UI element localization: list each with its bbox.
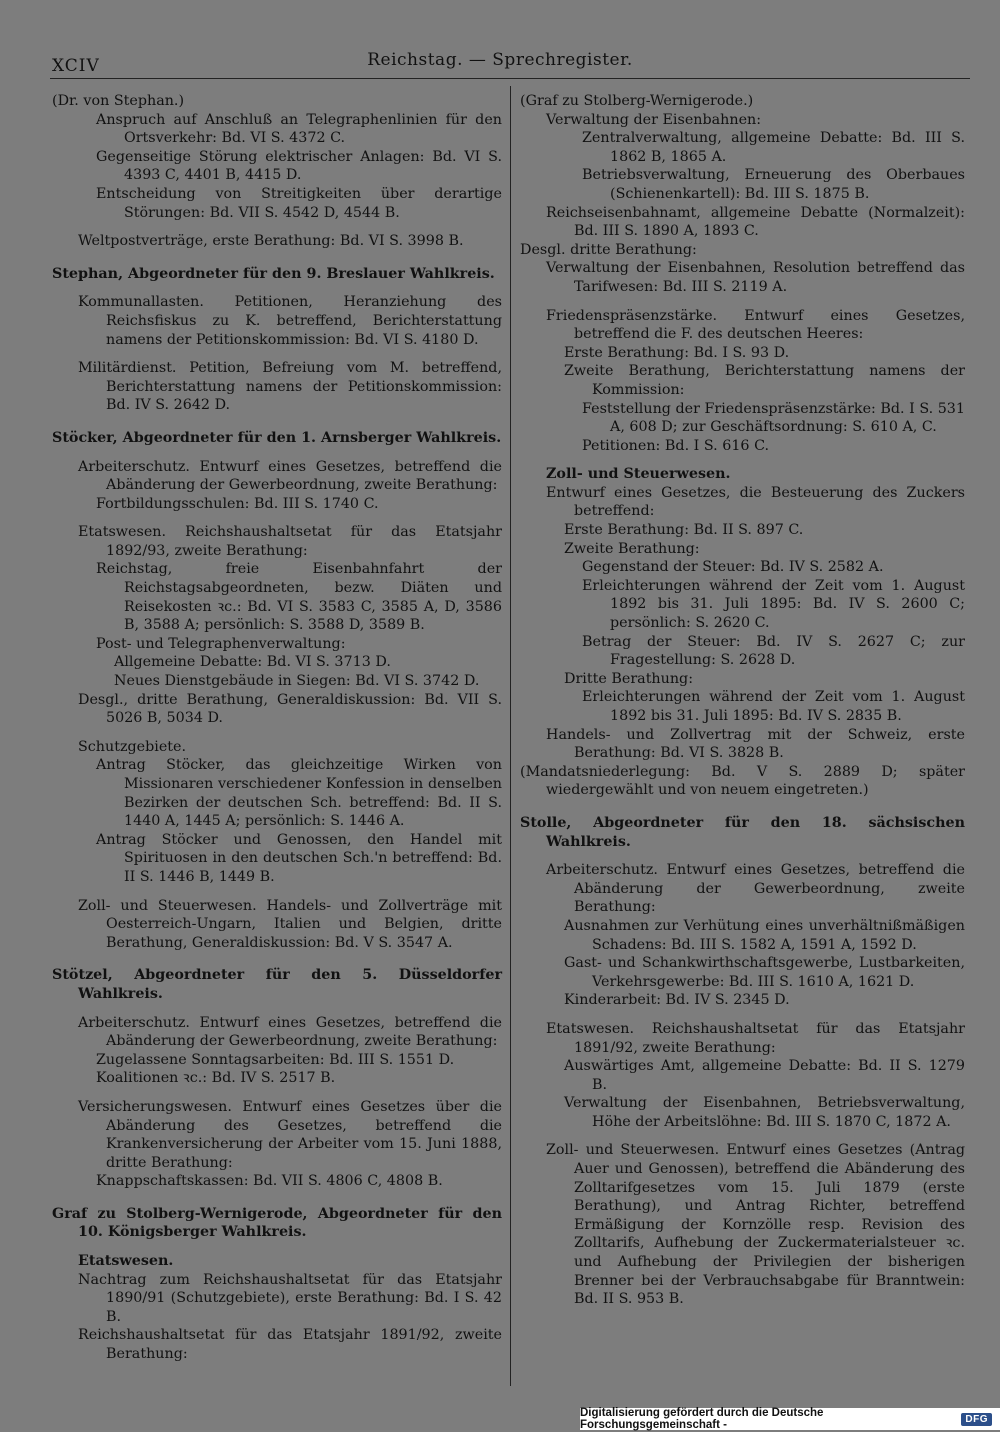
entry-topic: Arbeiterschutz. Entwurf eines Gesetzes, betreffend die Abänderung der Gewerbeordnung, zweite Berathung: [78,458,502,494]
entry-line: Erste Berathung: Bd. I S. 93 D. [564,344,790,361]
entry-line: Verwaltung der Eisenbahnen: [546,111,762,128]
right-column [520,92,965,1309]
column-divider [510,86,511,1386]
running-title: Reichstag. — Sprechregister. [367,50,633,70]
entry-line: Zugelassene Sonntagsarbeiten: Bd. III S. 1551 D. [96,1051,455,1068]
page-number: XCIV [52,56,100,76]
entry-line: Reichstag, freie Eisenbahnfahrt der Reichstagsabgeordneten, bezw. Diäten und Reisekosten ꝛc.: Bd. VI S. 3583 C, 3585 A, D, 3586 B, 3588 A; persönlich: S. 3588 D, 3589 B. [96,561,502,634]
speaker-heading: Stephan, Abgeordneter für den 9. Breslauer Wahlkreis. [52,265,495,282]
entry-line: Zweite Berathung: [564,540,700,557]
speaker-heading: Graf zu Stolberg-Wernigerode, Abgeordneter für den 10. Königsberger Wahlkreis. [52,1205,502,1241]
entry-line: Ausnahmen zur Verhütung eines unverhältnißmäßigen Schadens: Bd. III S. 1582 A, 1591 A, 1592 D. [564,917,965,953]
entry-line: Zentralverwaltung, allgemeine Debatte: Bd. III S. 1862 B, 1865 A. [582,130,965,165]
entry-line: Post- und Telegraphenverwaltung: [96,635,346,652]
dfg-logo-icon: DFG [961,1413,992,1426]
entry-topic: Kommunallasten. Petitionen, Heranziehung des Reichsfiskus zu K. betreffend, Berichterstattung namens der Petitionskommission: Bd. VI S. 4180 D. [78,294,502,348]
entry-line: Reichshaushaltsetat für das Etatsjahr 1891/92, zweite Berathung: [78,1327,502,1363]
entry-line: Knappschaftskassen: Bd. VII S. 4806 C, 4808 B. [96,1173,443,1190]
entry-line: Dritte Berathung: [564,670,694,687]
entry-topic: Arbeiterschutz. Entwurf eines Gesetzes, betreffend die Abänderung der Gewerbeordnung, zweite Berathung: [78,1014,502,1050]
entry-topic: Arbeiterschutz. Entwurf eines Gesetzes, betreffend die Abänderung der Gewerbeordnung, zweite Berathung: [546,862,965,916]
entry-line: Gegenstand der Steuer: Bd. IV S. 2582 A. [582,559,884,576]
digitization-footer [580,1408,1000,1430]
header-rule [50,78,970,79]
entry-line: Fortbildungsschulen: Bd. III S. 1740 C. [96,495,379,512]
entry-line: Nachtrag zum Reichshaushaltsetat für das Etatsjahr 1890/91 (Schutzgebiete), erste Berathung: Bd. I S. 42 B. [78,1271,502,1325]
speaker-heading: Stötzel, Abgeordneter für den 5. Düsseldorfer Wahlkreis. [52,967,502,1002]
entry-line: Neues Dienstgebäude in Siegen: Bd. VI S. 3742 D. [114,673,480,690]
entry-line: Reichseisenbahnamt, allgemeine Debatte (Normalzeit): Bd. III S. 1890 A, 1893 C. [546,204,965,240]
entry-line: Betrag der Steuer: Bd. IV S. 2627 C; zur Fragestellung: S. 2628 D. [582,633,965,669]
entry-line: Petitionen: Bd. I S. 616 C. [582,437,770,454]
entry-line: Desgl. dritte Berathung: [520,241,697,258]
entry-line: Erleichterungen während der Zeit vom 1. August 1892 bis 31. Juli 1895: Bd. IV S. 2835 B. [582,689,965,724]
entry-line: Handels- und Zollvertrag mit der Schweiz, erste Berathung: Bd. VI S. 3828 B. [546,726,965,762]
entry-topic: Etatswesen. Reichshaushaltsetat für das Etatsjahr 1892/93, zweite Berathung: [78,524,502,559]
speaker-heading: Stolle, Abgeordneter für den 18. sächsischen Wahlkreis. [520,814,965,850]
speaker-heading: Stöcker, Abgeordneter für den 1. Arnsberger Wahlkreis. [52,429,502,446]
entry-line: Anspruch auf Anschluß an Telegraphenlinien für den Ortsverkehr: Bd. VI S. 4372 C. [96,111,502,147]
entry-line: Gegenseitige Störung elektrischer Anlagen: Bd. VI S. 4393 C, 4401 B, 4415 D. [96,148,502,184]
entry-line: Antrag Stöcker und Genossen, den Handel mit Spirituosen in den deutschen Sch.'n betreffend: Bd. II S. 1446 B, 1449 B. [96,831,502,885]
entry-topic: Etatswesen. [78,1253,174,1270]
entry-line: Antrag Stöcker, das gleichzeitige Wirken von Missionaren verschiedener Konfession in denselben Bezirken der deutschen Sch. betreffend: Bd. II S. 1440 A, 1445 A; persönlich: S. 1446 A. [96,757,502,830]
entry-topic: Etatswesen. Reichshaushaltsetat für das Etatsjahr 1891/92, zweite Berathung: [546,1020,965,1056]
entry-line: Verwaltung der Eisenbahnen, Resolution betreffend das Tarifwesen: Bd. III S. 2119 A. [546,260,965,295]
entry-topic: Zoll- und Steuerwesen. Entwurf eines Gesetzes (Antrag Auer und Genossen), betreffend die Abänderung des Zolltarifgesetzes vom 15. Juli 1879 (erste Berathung), und Antrag Richter, betreffend Ermäßigung der Kornzölle resp. Revision des Zolltarifs, Aufhebung der Zuckermaterialsteuer ꝛc. und Aufhebung der Privilegien der bisherigen Brenner bei der Verbrauchsabgabe für Branntwein: Bd. II S. 953 B. [546,1142,965,1308]
entry-line: Betriebsverwaltung, Erneuerung des Oberbaues (Schienenkartell): Bd. III S. 1875 B. [582,167,965,202]
entry-line: Entwurf eines Gesetzes, die Besteuerung des Zuckers betreffend: [546,484,965,520]
entry-line: Entscheidung von Streitigkeiten über derartige Störungen: Bd. VII S. 4542 D, 4544 B. [96,185,502,221]
entry-continuation: (Dr. von Stephan.) [52,93,185,109]
entry-line: Auswärtiges Amt, allgemeine Debatte: Bd. II S. 1279 B. [564,1058,965,1093]
entry-continuation: (Graf zu Stolberg-Wernigerode.) [520,93,754,109]
left-column [52,92,502,1364]
entry-line: Erste Berathung: Bd. II S. 897 C. [564,522,804,539]
entry-topic: Zoll- und Steuerwesen. [546,466,731,483]
entry-topic: Friedenspräsenzstärke. Entwurf eines Gesetzes, betreffend die F. des deutschen Heeres: [546,307,965,343]
entry-line: Zweite Berathung, Berichterstattung namens der Kommission: [564,363,965,398]
entry-line: Desgl., dritte Berathung, Generaldiskussion: Bd. VII S. 5026 B, 5034 D. [78,691,502,727]
entry-line: Erleichterungen während der Zeit vom 1. August 1892 bis 31. Juli 1895: Bd. IV S. 2600 C; persönlich: S. 2620 C. [582,577,965,632]
entry-note: (Mandatsniederlegung: Bd. V S. 2889 D; später wiedergewählt und von neuem eingetreten.) [520,763,965,799]
entry-line: Koalitionen ꝛc.: Bd. IV S. 2517 B. [96,1070,336,1087]
entry-line: Allgemeine Debatte: Bd. VI S. 3713 D. [114,654,391,671]
entry-line: Gast- und Schankwirthschaftsgewerbe, Lustbarkeiten, Verkehrsgewerbe: Bd. III S. 1610 A, 1621 D. [564,955,965,990]
entry-line: Verwaltung der Eisenbahnen, Betriebsverwaltung, Höhe der Arbeitslöhne: Bd. III S. 1870 C, 1872 A. [564,1095,965,1130]
entry-topic: Schutzgebiete. [78,738,187,755]
footer-text: Digitalisierung gefördert durch die Deutsche Forschungsgemeinschaft - [580,1407,824,1431]
entry-topic: Zoll- und Steuerwesen. Handels- und Zollverträge mit Oesterreich-Ungarn, Italien und Belgien, dritte Berathung, Generaldiskussion: Bd. V S. 3547 A. [78,897,502,951]
entry-topic: Militärdienst. Petition, Befreiung vom M. betreffend, Berichterstattung namens der Petitionskommission: Bd. IV S. 2642 D. [78,360,502,414]
entry-line: Feststellung der Friedenspräsenzstärke: Bd. I S. 531 A, 608 D; zur Geschäftsordnung: S. 610 A, C. [582,400,965,436]
entry-topic: Versicherungswesen. Entwurf eines Gesetzes über die Abänderung des Gesetzes, betreffend die Krankenversicherung der Arbeiter vom 15. Juni 1888, dritte Berathung: [78,1098,502,1171]
entry-line: Kinderarbeit: Bd. IV S. 2345 D. [564,992,790,1009]
entry-topic: Weltpostverträge, erste Berathung: Bd. VI S. 3998 B. [78,233,464,250]
